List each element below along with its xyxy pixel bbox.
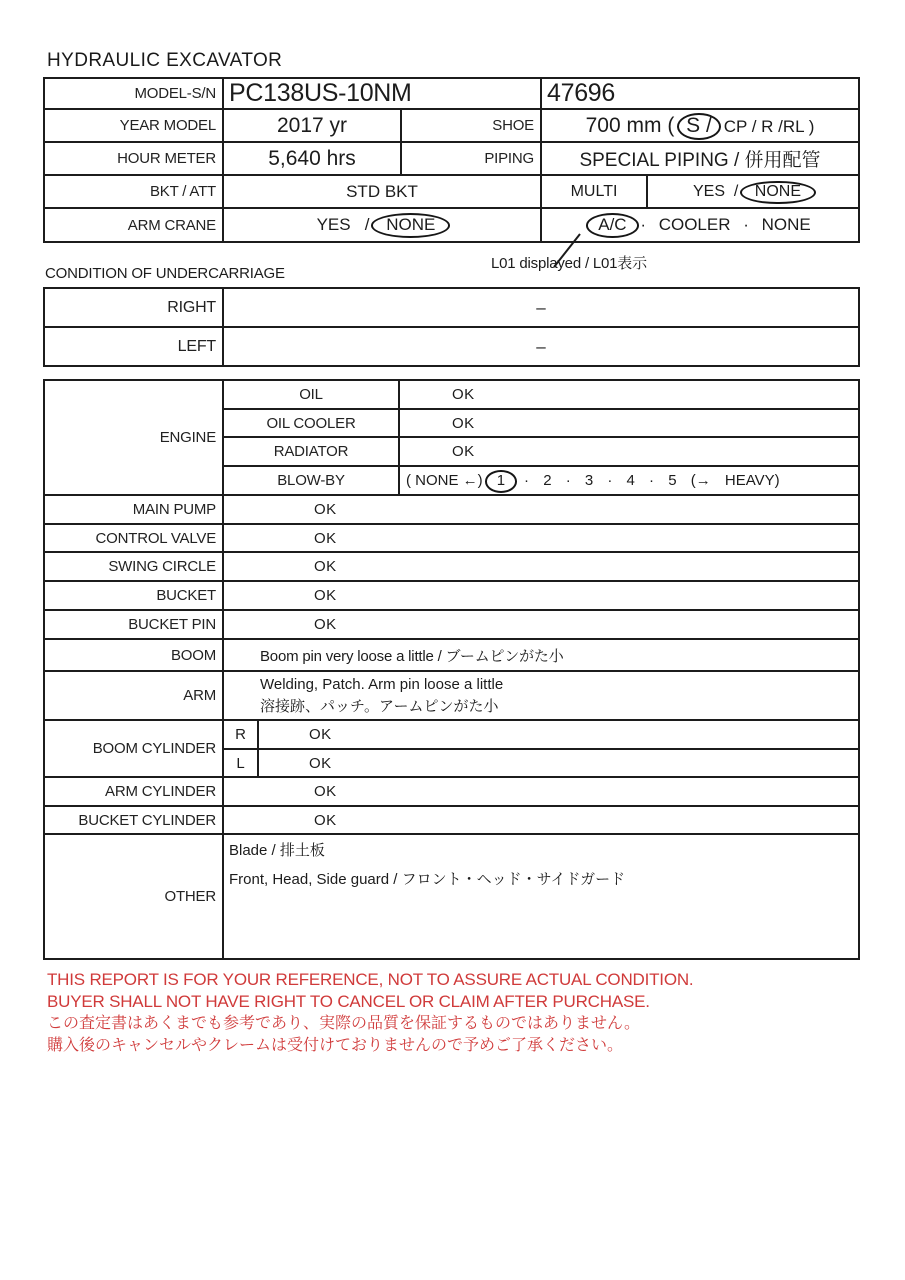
oil-cooler-value: OK <box>399 409 859 437</box>
condition-table <box>43 379 860 960</box>
undercarriage-table <box>43 287 860 367</box>
swing-circle-label: SWING CIRCLE <box>44 552 223 581</box>
arm-cylinder-row <box>44 777 859 806</box>
shoe-label: SHOE <box>401 109 541 142</box>
left-label: LEFT <box>44 327 223 366</box>
page-title: HYDRAULIC EXCAVATOR <box>47 50 283 71</box>
arm-cylinder-label: ARM CYLINDER <box>44 777 223 806</box>
control-valve-label: CONTROL VALVE <box>44 524 223 552</box>
model-value: PC138US-10NM <box>223 78 541 109</box>
undercarriage-row-left <box>44 327 859 366</box>
spec-row-hour-piping <box>44 142 859 175</box>
bucket-cylinder-value: OK <box>223 806 859 834</box>
spec-row-model <box>44 78 859 109</box>
disclaimer-line-2: BUYER SHALL NOT HAVE RIGHT TO CANCEL OR CLAIM AFTER PURCHASE. <box>47 992 650 1011</box>
piping-value: SPECIAL PIPING / 併用配管 <box>541 142 859 175</box>
boom-cylinder-l-value: OK <box>258 749 859 777</box>
arm-crane-value <box>223 208 541 242</box>
bucket-row <box>44 581 859 610</box>
undercarriage-row-right <box>44 288 859 327</box>
other-label: OTHER <box>44 834 223 959</box>
blowby-scale: · 2 · 3 · 4 · 5 (→ HEAVY) <box>524 472 780 489</box>
oil-cooler-label: OIL COOLER <box>223 409 399 437</box>
other-value-line1: Blade / 排土板 <box>229 842 325 859</box>
arm-label: ARM <box>44 671 223 720</box>
oil-label: OIL <box>223 380 399 409</box>
spec-row-bkt-multi <box>44 175 859 208</box>
boom-value: Boom pin very loose a little / ブームピンがた小 <box>223 639 859 671</box>
multi-label: MULTI <box>541 175 647 208</box>
bucket-cylinder-row <box>44 806 859 834</box>
bucket-pin-value: OK <box>223 610 859 639</box>
main-pump-value: OK <box>223 495 859 524</box>
left-value: – <box>223 327 859 366</box>
spec-row-year-shoe <box>44 109 859 142</box>
boom-cylinder-r-value: OK <box>258 720 859 749</box>
multi-value <box>647 175 859 208</box>
piping-label: PIPING <box>401 142 541 175</box>
boom-cylinder-label: BOOM CYLINDER <box>44 720 223 777</box>
disclaimer <box>47 969 693 1057</box>
arm-value-line1: Welding, Patch. Arm pin loose a little <box>260 675 504 693</box>
arm-crane-circled-none: NONE <box>371 213 450 238</box>
shoe-value <box>541 109 859 142</box>
spec-table <box>43 77 860 243</box>
other-value-line2: Front, Head, Side guard / フロント・ヘッド・サイドガード <box>229 871 626 888</box>
bucket-pin-label: BUCKET PIN <box>44 610 223 639</box>
year-model-value: 2017 yr <box>223 109 401 142</box>
undercarriage-heading: CONDITION OF UNDERCARRIAGE <box>45 265 285 282</box>
blowby-prefix: ( NONE ←) <box>406 472 483 489</box>
bkt-att-value: STD BKT <box>223 175 541 208</box>
engine-label: ENGINE <box>44 380 223 495</box>
swing-circle-row <box>44 552 859 581</box>
spec-row-armcrane-ac <box>44 208 859 242</box>
l01-annotation: L01 displayed / L01表示 <box>491 255 647 272</box>
blowby-circled-level: 1 <box>485 470 517 493</box>
boom-row <box>44 639 859 671</box>
disclaimer-line-4: 購入後のキャンセルやクレームは受付けておりませんので予めご了承ください。 <box>47 1037 624 1054</box>
serial-value: 47696 <box>541 78 859 109</box>
right-label: RIGHT <box>44 288 223 327</box>
other-value <box>223 834 859 959</box>
disclaimer-line-1: THIS REPORT IS FOR YOUR REFERENCE, NOT TO ASSURE ACTUAL CONDITION. <box>47 970 694 989</box>
bucket-value: OK <box>223 581 859 610</box>
boom-cylinder-l-label: L <box>223 749 258 777</box>
right-value: – <box>223 288 859 327</box>
control-valve-row <box>44 524 859 552</box>
multi-yes: YES <box>692 182 725 200</box>
boom-cylinder-right-row <box>44 720 859 749</box>
hour-meter-label: HOUR METER <box>44 142 223 175</box>
radiator-label: RADIATOR <box>223 437 399 466</box>
shoe-size: 700 mm ( <box>585 113 675 137</box>
arm-value <box>223 671 859 720</box>
main-pump-row <box>44 495 859 524</box>
radiator-value: OK <box>399 437 859 466</box>
year-model-label: YEAR MODEL <box>44 109 223 142</box>
disclaimer-line-3: この査定書はあくまでも参考であり、実際の品質を保証するものではありません。 <box>47 1015 640 1032</box>
multi-slash: / <box>733 182 739 200</box>
ac-circled: A/C <box>586 213 638 238</box>
hour-meter-value: 5,640 hrs <box>223 142 401 175</box>
control-valve-value: OK <box>223 524 859 552</box>
model-sn-label: MODEL-S/N <box>44 78 223 109</box>
arm-row <box>44 671 859 720</box>
arm-crane-slash: / <box>364 215 370 234</box>
bucket-pin-row <box>44 610 859 639</box>
other-row <box>44 834 859 959</box>
ac-value <box>541 208 859 242</box>
ac-options: · COOLER · NONE <box>640 215 811 234</box>
boom-cylinder-r-label: R <box>223 720 258 749</box>
arm-cylinder-value: OK <box>223 777 859 806</box>
arm-value-line2: 溶接跡、パッチ。アームピンがた小 <box>260 697 499 715</box>
blowby-label: BLOW-BY <box>223 466 399 495</box>
arm-crane-label: ARM CRANE <box>44 208 223 242</box>
shoe-circled-option: S / <box>677 113 721 140</box>
blowby-value <box>399 466 859 495</box>
bkt-att-label: BKT / ATT <box>44 175 223 208</box>
shoe-options: CP / R /RL ) <box>723 116 815 136</box>
swing-circle-value: OK <box>223 552 859 581</box>
engine-oil-row <box>44 380 859 409</box>
arm-crane-yes: YES <box>316 215 351 234</box>
main-pump-label: MAIN PUMP <box>44 495 223 524</box>
boom-label: BOOM <box>44 639 223 671</box>
multi-circled-none: NONE <box>740 181 816 205</box>
bucket-cylinder-label: BUCKET CYLINDER <box>44 806 223 834</box>
oil-value: OK <box>399 380 859 409</box>
bucket-label: BUCKET <box>44 581 223 610</box>
